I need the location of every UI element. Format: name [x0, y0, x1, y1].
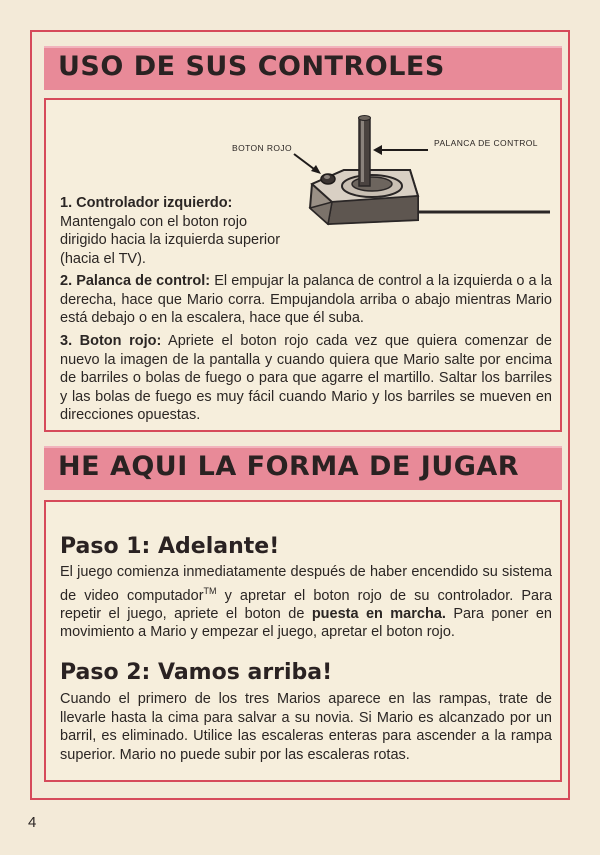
- step2-title: Paso 2: Vamos arriba!: [60, 660, 333, 685]
- red-button-callout: BOTON ROJO: [232, 143, 293, 153]
- how-to-play-banner: [44, 446, 562, 490]
- page-number: 4: [28, 814, 37, 831]
- item-control-lever-heading: 2. Palanca de control:: [60, 273, 211, 289]
- arrow-control-lever: [373, 145, 428, 155]
- item-left-controller: [60, 194, 296, 268]
- step1-text-b: y apretar el boton rojo de su controlador. Para repetir el juego, apriete el boton de: [60, 587, 553, 622]
- item-left-controller-heading: 1. Controlador izquierdo:: [60, 195, 233, 211]
- red-button-icon: [321, 174, 335, 184]
- controls-banner: [44, 46, 562, 90]
- item-control-lever: [60, 272, 552, 328]
- control-lever: [359, 116, 371, 187]
- step1-text-a: El juego comienza inmediatamente después de haber encendido su sistema de video computador: [60, 564, 552, 604]
- joystick-diagram: [280, 108, 560, 238]
- item-control-lever-text: El empujar la palanca de control a la izquierda o a la derecha, hace que Mario corra. Empujandola arriba o abajo mientras Mario está debajo o en la escalera, hace que él suba.: [60, 273, 552, 326]
- trademark-mark: TM: [203, 585, 217, 596]
- step1-title: Paso 1: Adelante!: [60, 534, 280, 559]
- item-red-button-heading: 3. Boton rojo:: [60, 333, 162, 349]
- step1-text-c: Para poner en movimiento a Mario y empezar el juego, apretar el boton rojo.: [60, 605, 552, 641]
- item-red-button-text: Apriete el boton rojo cada vez que quiera comenzar de nuevo la imagen de la pantalla y cuando quiera que Mario salte por encima de barriles o bolas de fuego o para que agarre el martillo. Saltar los barriles y las bolas de fuego es muy fácil cuando Mario y los barriles se mueven en direcciones opuestas.: [60, 333, 552, 423]
- item-red-button: [60, 332, 552, 425]
- how-to-play-title: HE AQUI LA FORMA DE JUGAR: [58, 451, 520, 482]
- step2-text: Cuando el primero de los tres Marios aparece en las rampas, trate de llevarle hasta la cima para salvar a su novia. Si Mario es alcanzado por un barril, es eliminado. Utilice las escaleras enteras para ascender a la rampa superior. Mario no puede subir por las escaleras rotas.: [60, 691, 552, 763]
- controls-title: USO DE SUS CONTROLES: [58, 51, 445, 82]
- control-lever-callout: PALANCA DE CONTROL: [434, 138, 538, 148]
- item-left-controller-text: Mantengalo con el boton rojo dirigido hacia la izquierda superior (hacia el TV).: [60, 213, 281, 267]
- reset-button-label: puesta en marcha.: [311, 605, 446, 622]
- step1-text: [60, 563, 552, 642]
- arrow-red-button: [294, 154, 321, 174]
